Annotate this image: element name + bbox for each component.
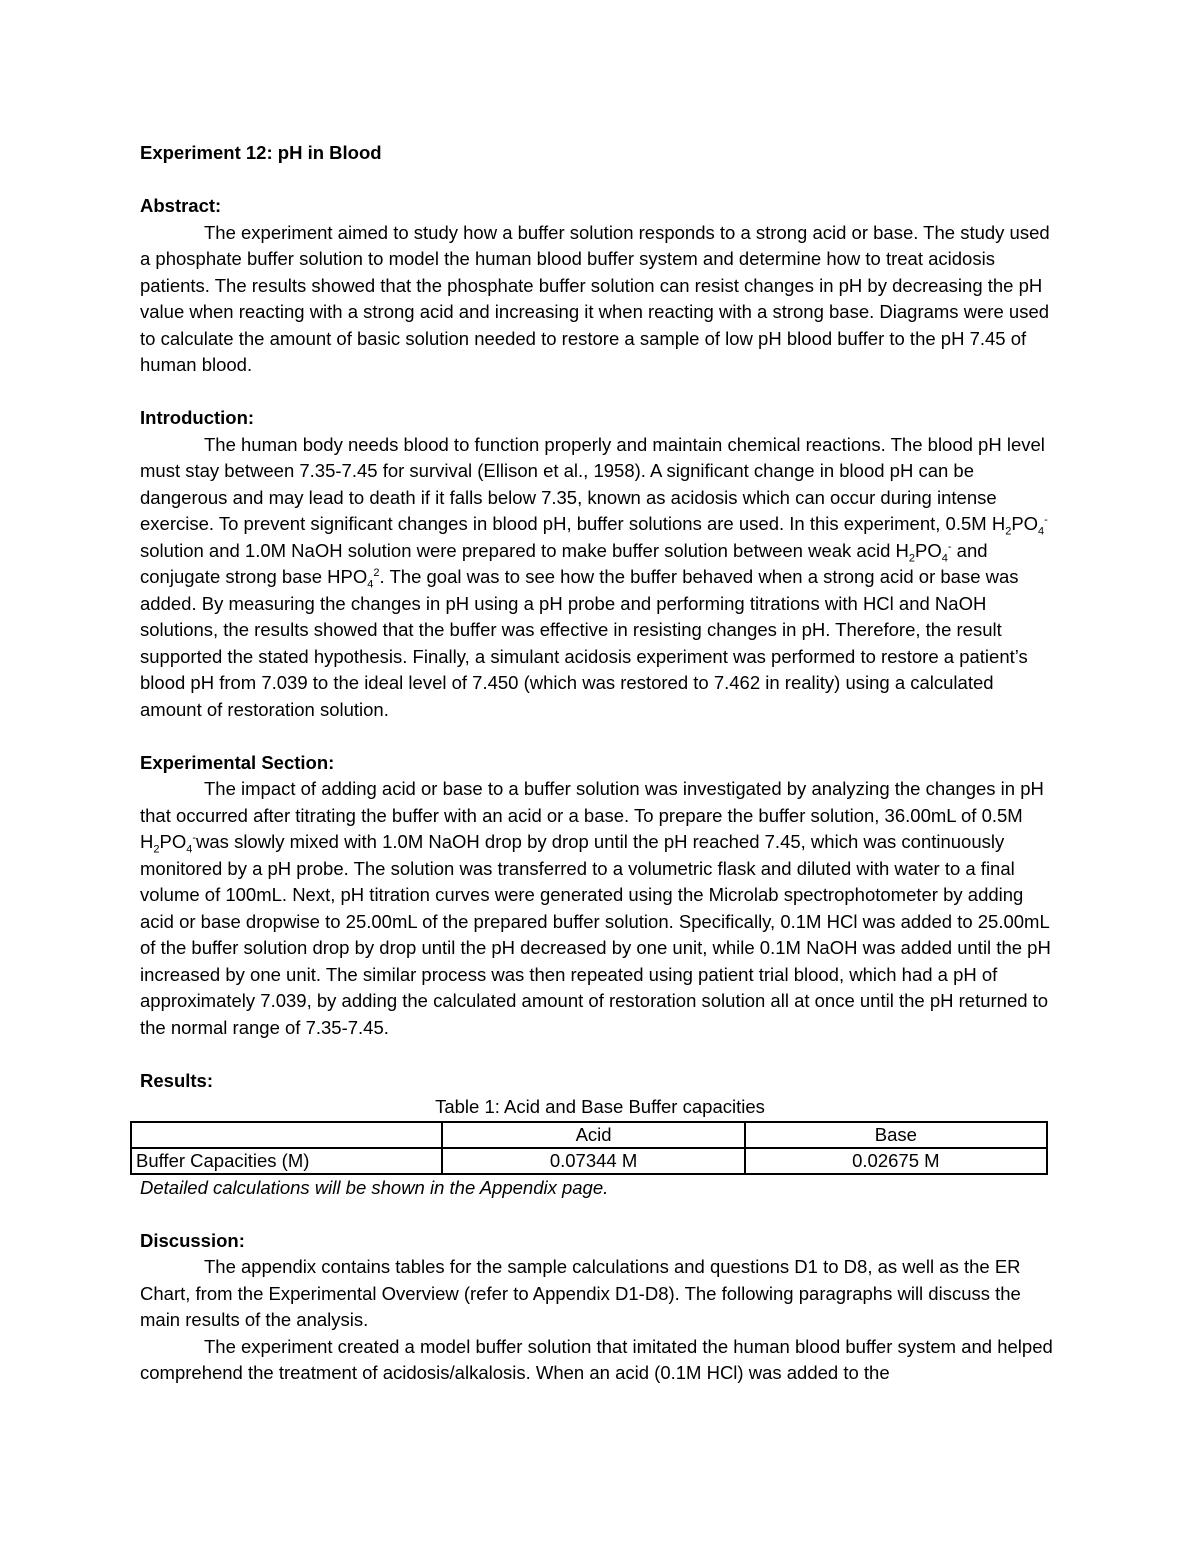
abstract-section xyxy=(140,193,1060,379)
experimental-heading: Experimental Section: xyxy=(140,751,335,773)
buffer-capacity-table xyxy=(130,1121,1048,1175)
discussion-section xyxy=(140,1228,1060,1387)
table-row-label: Buffer Capacities (M) xyxy=(131,1148,442,1174)
appendix-note: Detailed calculations will be shown in the Appendix page. xyxy=(140,1176,609,1198)
abstract-text: The experiment aimed to study how a buffer solution responds to a strong acid or base. The study used a phosphate buffer solution to model the human blood buffer system and determine how to treat acidosis patients. The results showed that the phosphate buffer solution can resist changes in pH by decreasing the pH value when reacting with a strong acid and increasing it when reacting with a strong base. Diagrams were used to calculate the amount of basic solution needed to restore a sample of low pH blood buffer to the pH 7.45 of human blood. xyxy=(140,221,1050,375)
discussion-paragraph-1: The appendix contains tables for the sample calculations and questions D1 to D8, as well as the ER Chart, from the Experimental Overview (refer to Appendix D1-D8). The following paragraphs will discuss the main results of the analysis. xyxy=(140,1256,1021,1330)
table-header-cell: Acid xyxy=(442,1122,744,1148)
abstract-heading: Abstract: xyxy=(140,195,222,216)
introduction-section xyxy=(140,405,1060,723)
results-heading: Results: xyxy=(140,1069,213,1091)
table-caption: Table 1: Acid and Base Buffer capacities xyxy=(435,1096,765,1117)
introduction-heading: Introduction: xyxy=(140,407,255,428)
base-capacity-value: 0.02675 M xyxy=(745,1148,1047,1174)
table-header-cell: Base xyxy=(745,1122,1047,1148)
document-page xyxy=(136,140,1060,1387)
table-header-cell xyxy=(131,1122,442,1148)
results-section xyxy=(136,1068,1060,1202)
discussion-heading: Discussion: xyxy=(140,1229,245,1251)
table-row xyxy=(131,1148,1047,1174)
table-header-row xyxy=(131,1122,1047,1148)
discussion-paragraph-2: The experiment created a model buffer solution that imitated the human blood buffer system and helped comprehend the treatment of acidosis/alkalosis. When an acid (0.1M HCl) was added to the xyxy=(140,1335,1053,1383)
experimental-section xyxy=(140,750,1060,1042)
document-title: Experiment 12: pH in Blood xyxy=(140,142,382,163)
acid-capacity-value: 0.07344 M xyxy=(442,1148,744,1174)
introduction-text: The human body needs blood to function properly and maintain chemical reactions. The blood pH level must stay between 7.35-7.45 for survival (Ellison et al., 1958). A significant change in blood pH can be dangerous and may lead to death if it falls below 7.35, known as acidosis which can occur during intense exercise. To prevent significant changes in blood pH, buffer solutions are used. In this experiment, 0.5M $H_2PO_4^-$ solution and 1.0M NaOH solution were prepared to make buffer solution between weak acid $H_2PO_4^-$ and conjugate strong base $HPO_4^2$. The goal was to see how the buffer behaved when a strong acid or base was added. By measuring the changes in pH using a pH probe and performing titrations with HCl and NaOH solutions, the results showed that the buffer was effective in resisting changes in pH. Therefore, the result supported the stated hypothesis. Finally, a simulant acidosis experiment was performed to restore a patient’s blood pH from 7.039 to the ideal level of 7.450 (which was restored to 7.462 in reality) using a calculated amount of restoration solution. xyxy=(140,433,1048,720)
experimental-text: The impact of adding acid or base to a buffer solution was investigated by analyzing the changes in pH that occurred after titrating the buffer with an acid or a base. To prepare the buffer solution, 36.00mL of 0.5M $H_2PO_4^-was$ slowly mixed with 1.0M NaOH drop by drop until the pH reached 7.45, which was continuously monitored by a pH probe. The solution was transferred to a volumetric flask and diluted with water to a final volume of 100mL. Next, pH titration curves were generated using the Microlab spectrophotometer by adding acid or base dropwise to 25.00mL of the prepared buffer solution. Specifically, 0.1M HCl was added to 25.00mL of the buffer solution drop by drop until the pH decreased by one unit, while 0.1M NaOH was added until the pH increased by one unit. The similar process was then repeated using patient trial blood, which had a pH of approximately 7.039, by adding the calculated amount of restoration solution all at once until the pH returned to the normal range of 7.35-7.45. xyxy=(140,778,1051,1038)
